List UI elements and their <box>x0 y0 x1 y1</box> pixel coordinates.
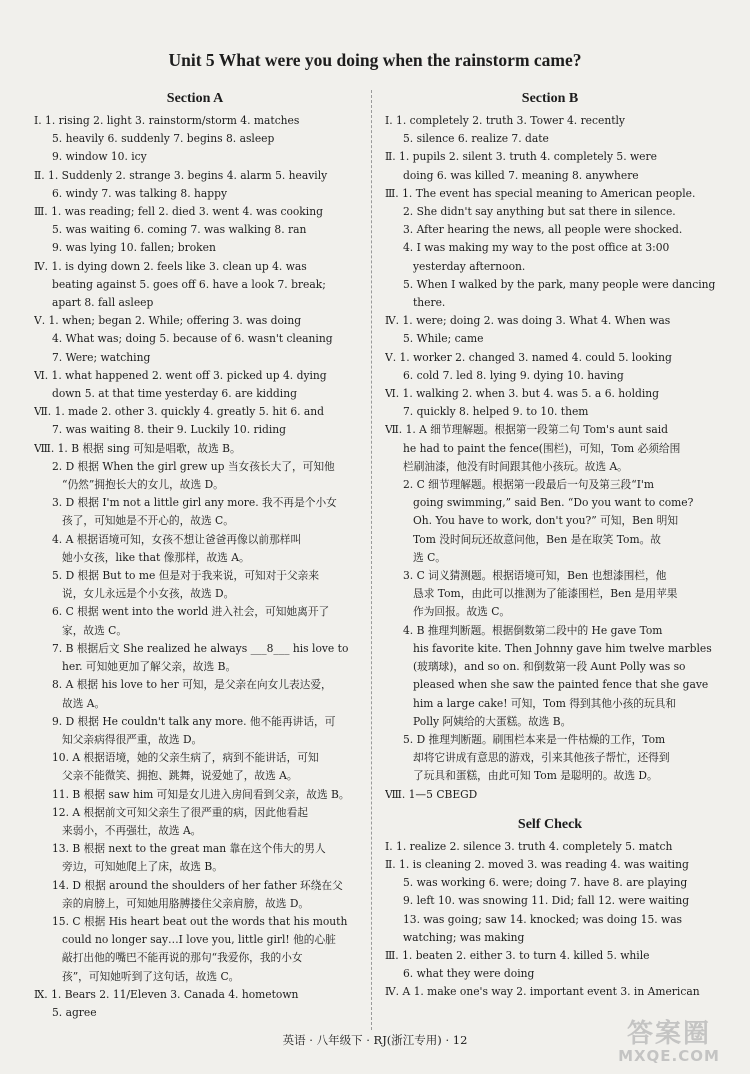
watermark-bottom: MXQE.COM <box>618 1047 720 1065</box>
answer-line: Ⅸ. 1. Bears 2. 11/Eleven 3. Canada 4. hometown <box>34 987 299 1001</box>
answer-line: 5. silence 6. realize 7. date <box>403 132 549 146</box>
answer-line: 了玩具和蛋糕，由此可知 Tom 是聪明的。故选 D。 <box>413 769 658 783</box>
answer-line: 5. D 根据 But to me 但是对于我来说，可知对于父亲来 <box>52 569 320 583</box>
section-b-answers <box>385 112 715 804</box>
answer-line: “仍然”拥抱长大的女儿，故选 D。 <box>62 478 224 492</box>
answer-line: could no longer say…I love you, little girl! 他的心脏 <box>62 933 336 947</box>
left-column <box>34 88 356 1022</box>
answer-line: 作为回报。故选 C。 <box>413 605 511 619</box>
answer-line: Ⅵ. 1. what happened 2. went off 3. picked up 4. dying <box>34 368 327 382</box>
answer-line: 13. B 根据 next to the great man 靠在这个伟大的男人 <box>52 842 326 856</box>
answer-line: 4. A 根据语境可知，女孩不想让爸爸再像以前那样叫 <box>52 532 302 546</box>
answer-line: 孩”，可知她听到了这句话，故选 C。 <box>62 969 240 983</box>
answer-line: down 5. at that time yesterday 6. are kidding <box>52 387 297 401</box>
answer-line: 7. B 根据后文 She realized he always ___8___ his love to <box>52 641 349 655</box>
answer-line: 知父亲病得很严重，故选 D。 <box>62 732 203 746</box>
answer-line: Ⅲ. 1. The event has special meaning to American people. <box>385 186 696 200</box>
answer-line: 3. C 词义猜测题。根据语境可知，Ben 也想漆围栏，他 <box>403 569 667 583</box>
answer-line: Oh. You have to work, don't you?” 可知，Ben 明知 <box>413 514 679 528</box>
answer-line: 她小女孩，like that 像那样，故选 A。 <box>62 550 250 564</box>
answer-line: 6. cold 7. led 8. lying 9. dying 10. having <box>403 368 624 382</box>
answer-line: 9. D 根据 He couldn't talk any more. 他不能再讲话，可 <box>52 714 336 728</box>
answer-line: Ⅲ. 1. beaten 2. either 3. to turn 4. killed 5. while <box>385 948 650 962</box>
answer-line: 却将它讲成有意思的游戏，引来其他孩子帮忙，还得到 <box>413 751 670 765</box>
answer-line: 5. was working 6. were; doing 7. have 8. are playing <box>403 876 688 890</box>
answer-line: Ⅱ. 1. pupils 2. silent 3. truth 4. completely 5. were <box>385 150 657 164</box>
answer-line: 4. What was; doing 5. because of 6. wasn't cleaning <box>52 332 333 346</box>
answer-line: Ⅰ. 1. rising 2. light 3. rainstorm/storm 4. matches <box>34 114 300 127</box>
answer-line: Ⅷ. 1—5 CBEGD <box>385 787 478 801</box>
answer-line: 5. agree <box>52 1005 97 1019</box>
answer-line: 14. D 根据 around the shoulders of her father 环绕在父 <box>52 878 343 892</box>
answer-line: he had to paint the fence(围栏)，可知，Tom 必须给围 <box>403 441 681 455</box>
right-column <box>385 88 715 1002</box>
answer-line: 9. left 10. was snowing 11. Did; fall 12. were waiting <box>403 894 690 908</box>
section-a-heading: Section A <box>166 91 224 106</box>
answer-line: pleased when she saw the painted fence that she gave <box>413 678 709 692</box>
answer-line: 2. D 根据 When the girl grew up 当女孩长大了，可知他 <box>52 459 335 473</box>
column-divider <box>371 90 372 1030</box>
answer-line: 家，故选 C。 <box>62 623 128 637</box>
answer-line: 恳求 Tom，由此可以推测为了能漆围栏，Ben 是用苹果 <box>413 587 678 601</box>
answer-line: 3. After hearing the news, all people were shocked. <box>403 223 683 237</box>
answer-line: 8. A 根据 his love to her 可知，是父亲在向女儿表达爱， <box>52 678 332 692</box>
answer-line: 9. window 10. icy <box>52 150 147 164</box>
answer-line: 7. quickly 8. helped 9. to 10. them <box>403 405 589 419</box>
answer-line: 6. windy 7. was talking 8. happy <box>52 186 227 200</box>
section-b-heading: Section B <box>521 91 579 106</box>
answer-line: 7. was waiting 8. their 9. Luckily 10. riding <box>52 423 287 437</box>
answer-line: 5. was waiting 6. coming 7. was walking 8. ran <box>52 223 307 237</box>
answer-line: Ⅲ. 1. was reading; fell 2. died 3. went 4. was cooking <box>34 205 323 219</box>
page-footer: 英语 · 八年级下 · RJ(浙江专用) · 12 <box>282 1033 468 1047</box>
answer-line: 6. what they were doing <box>403 967 535 981</box>
answer-line: Ⅴ. 1. worker 2. changed 3. named 4. could 5. looking <box>385 350 672 364</box>
answer-line: yesterday afternoon. <box>413 259 526 273</box>
answer-line: 11. B 根据 saw him 可知是女儿进入房间看到父亲，故选 B。 <box>52 787 350 801</box>
answer-line: Ⅰ. 1. realize 2. silence 3. truth 4. completely 5. match <box>385 839 673 853</box>
answer-line: apart 8. fall asleep <box>52 296 154 310</box>
answer-line: Ⅳ. 1. were; doing 2. was doing 3. What 4. When was <box>385 314 671 328</box>
answer-line: Ⅵ. 1. walking 2. when 3. but 4. was 5. a 6. holding <box>385 387 660 401</box>
answer-line: 9. was lying 10. fallen; broken <box>52 241 216 255</box>
answer-line: 5. When I walked by the park, many people were dancing <box>403 277 715 291</box>
answer-line: 7. Were; watching <box>52 350 151 364</box>
answer-line: 敲打出他的嘴巴不能再说的那句“我爱你，我的小女 <box>62 951 303 965</box>
answer-line: there. <box>413 296 446 310</box>
answer-line: him a large cake! 可知，Tom 得到其他小孩的玩具和 <box>413 696 677 710</box>
watermark-top: 答案圈 <box>626 1019 711 1049</box>
answer-line: Ⅱ. 1. Suddenly 2. strange 3. begins 4. alarm 5. heavily <box>34 168 328 182</box>
answer-line: 亲的肩膀上，可知她用胳膊搂住父亲肩膀，故选 D。 <box>62 896 310 910</box>
answer-line: beating against 5. goes off 6. have a look 7. break; <box>52 277 326 291</box>
section-a-answers <box>34 112 356 1022</box>
page-title: Unit 5 What were you doing when the rainstorm came? <box>168 50 582 70</box>
answer-line: 15. C 根据 His heart beat out the words that his mouth <box>52 914 348 928</box>
answer-line: Ⅰ. 1. completely 2. truth 3. Tower 4. recently <box>385 114 625 127</box>
answer-line: his favorite kite. Then Johnny gave him twelve marbles <box>413 641 712 655</box>
answer-line: 5. heavily 6. suddenly 7. begins 8. asleep <box>52 132 275 146</box>
answer-line: 5. While; came <box>403 332 484 346</box>
answer-line: Ⅷ. 1. B 根据 sing 可知是唱歌，故选 B。 <box>34 441 241 455</box>
answer-line: 旁边，可知她爬上了床，故选 B。 <box>62 860 223 874</box>
answer-line: Tom 没时间玩还故意问他，Ben 是在取笑 Tom。故 <box>413 532 661 546</box>
answer-line: Ⅳ. 1. is dying down 2. feels like 3. clean up 4. was <box>34 259 307 273</box>
answer-line: 说，女儿永远是个小女孩，故选 D。 <box>62 587 235 601</box>
answer-line: watching; was making <box>403 930 525 944</box>
answer-line: 6. C 根据 went into the world 进入社会，可知她离开了 <box>52 605 330 619</box>
answer-line: 栏刷油漆，他没有时间跟其他小孩玩。故选 A。 <box>403 459 628 473</box>
self-check-answers <box>385 838 715 1002</box>
answer-line: her. 可知她更加了解父亲，故选 B。 <box>62 660 237 674</box>
answer-line: 4. B 推理判断题。根据倒数第二段中的 He gave Tom <box>403 623 663 637</box>
answer-line: 故选 A。 <box>62 696 106 710</box>
answer-line: 3. D 根据 I'm not a little girl any more. 我不再是个小女 <box>52 496 337 510</box>
answer-line: doing 6. was killed 7. meaning 8. anywhere <box>403 168 639 182</box>
answer-line: 12. A 根据前文可知父亲生了很严重的病，因此他看起 <box>52 805 308 819</box>
answer-line: 选 C。 <box>413 550 446 564</box>
answer-line: Ⅱ. 1. is cleaning 2. moved 3. was reading 4. was waiting <box>385 857 689 871</box>
answer-line: Ⅳ. A 1. make one's way 2. important event 3. in American <box>385 985 700 999</box>
answer-line: Ⅶ. 1. A 细节理解题。根据第一段第二句 Tom's aunt said <box>385 423 668 437</box>
answer-line: 孩了，可知她是不开心的，故选 C。 <box>62 514 234 528</box>
answer-line: 13. was going; saw 14. knocked; was doing 15. was <box>403 912 683 926</box>
answer-line: 父亲不能微笑、拥抱、跳舞，说爱她了，故选 A。 <box>62 769 298 783</box>
answer-line: 2. C 细节理解题。根据第一段最后一句及第三段“I'm <box>403 478 654 492</box>
answer-line: Ⅶ. 1. made 2. other 3. quickly 4. greatly 5. hit 6. and <box>34 405 325 419</box>
answer-line: Ⅴ. 1. when; began 2. While; offering 3. was doing <box>34 314 302 328</box>
answer-line: 4. I was making my way to the post office at 3:00 <box>403 241 670 255</box>
answer-line: (玻璃球)，and so on. 和倒数第一段 Aunt Polly was so <box>413 660 686 674</box>
answer-line: 来弱小，不再强壮，故选 A。 <box>62 823 202 837</box>
watermark-logo <box>598 1020 740 1070</box>
self-check-heading: Self Check <box>517 816 583 832</box>
answer-line: 10. A 根据语境，她的父亲生病了，病到不能讲话，可知 <box>52 751 319 765</box>
answer-line: 5. D 推理判断题。刷围栏本来是一件枯燥的工作，Tom <box>403 732 666 746</box>
answer-line: 2. She didn't say anything but sat there in silence. <box>403 205 676 219</box>
answer-line: going swimming,” said Ben. “Do you want to come? <box>413 496 694 510</box>
answer-line: Polly 阿姨给的大蛋糕。故选 B。 <box>413 714 572 728</box>
